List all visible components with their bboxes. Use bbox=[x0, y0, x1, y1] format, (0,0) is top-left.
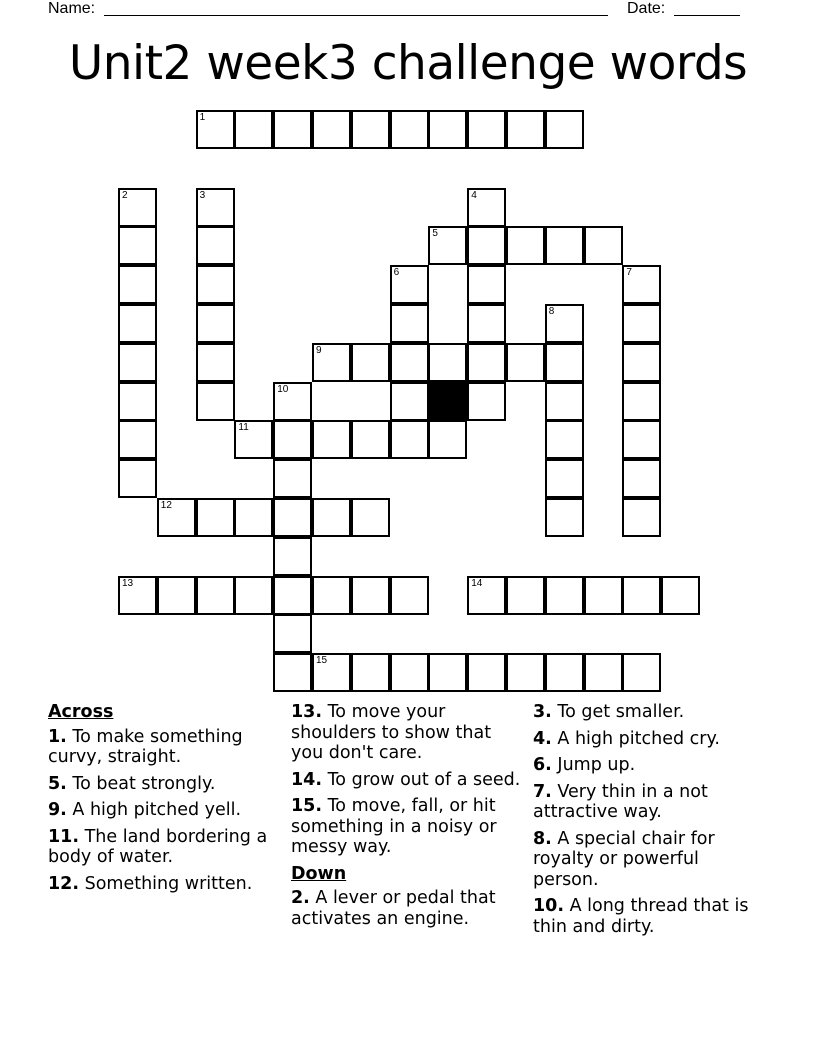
clue-text: A lever or pedal that activates an engine. bbox=[291, 888, 496, 929]
clue-across-1 bbox=[48, 727, 284, 768]
grid-cell[interactable] bbox=[584, 576, 623, 615]
grid-cell[interactable] bbox=[390, 110, 429, 149]
clue-text: To beat strongly. bbox=[72, 773, 216, 794]
clue-number: 9. bbox=[48, 800, 67, 820]
grid-cell[interactable] bbox=[234, 576, 273, 615]
grid-cell[interactable] bbox=[545, 343, 584, 382]
clue-text: A high pitched cry. bbox=[557, 728, 720, 749]
clue-down-7 bbox=[533, 782, 769, 823]
grid-cell[interactable] bbox=[622, 265, 661, 304]
grid-cell[interactable] bbox=[118, 304, 157, 343]
grid-cell[interactable] bbox=[351, 420, 390, 459]
clue-number-label: 7 bbox=[626, 267, 632, 279]
grid-cell[interactable] bbox=[467, 576, 506, 615]
clue-number-label: 5 bbox=[432, 228, 438, 240]
clue-across-5 bbox=[48, 774, 284, 795]
grid-cell[interactable] bbox=[506, 110, 545, 149]
clue-number: 12. bbox=[48, 873, 80, 894]
grid-cell[interactable] bbox=[196, 188, 235, 227]
grid-cell[interactable] bbox=[312, 576, 351, 615]
clue-down-10 bbox=[533, 896, 769, 937]
grid-cell[interactable] bbox=[234, 420, 273, 459]
grid-cell[interactable] bbox=[467, 110, 506, 149]
grid-cell[interactable] bbox=[467, 265, 506, 304]
grid-cell[interactable] bbox=[545, 304, 584, 343]
clue-down-3 bbox=[533, 702, 769, 723]
clue-across-9 bbox=[48, 800, 284, 821]
grid-cell[interactable] bbox=[428, 110, 467, 149]
grid-cell[interactable] bbox=[506, 653, 545, 692]
clue-text: To grow out of a seed. bbox=[327, 769, 521, 790]
grid-cell[interactable] bbox=[584, 653, 623, 692]
grid-cell[interactable] bbox=[157, 498, 196, 537]
grid-cell[interactable] bbox=[390, 304, 429, 343]
clue-down-8 bbox=[533, 829, 769, 891]
grid-cell[interactable] bbox=[428, 226, 467, 265]
grid-cell[interactable] bbox=[351, 653, 390, 692]
grid-cell[interactable] bbox=[273, 110, 312, 149]
clue-number-label: 1 bbox=[199, 112, 206, 123]
clue-number-label: 15 bbox=[316, 655, 328, 667]
grid-cell[interactable] bbox=[390, 343, 429, 382]
clue-number: 5. bbox=[48, 773, 67, 794]
grid-cell[interactable] bbox=[273, 420, 312, 459]
grid-cell[interactable] bbox=[196, 576, 235, 615]
clue-number: 13. bbox=[291, 702, 323, 722]
grid-cell[interactable] bbox=[234, 498, 273, 537]
clue-number: 7. bbox=[533, 781, 552, 802]
clue-number-label: 2 bbox=[122, 189, 128, 201]
grid-cell[interactable] bbox=[506, 226, 545, 265]
grid-cell[interactable] bbox=[196, 343, 235, 382]
grid-cell[interactable] bbox=[196, 226, 235, 265]
grid-cell[interactable] bbox=[351, 576, 390, 615]
grid-cell[interactable] bbox=[545, 653, 584, 692]
clue-text: To move your shoulders to show that you don't care. bbox=[291, 702, 492, 763]
clue-number: 2. bbox=[291, 888, 310, 908]
clue-number-label: 3 bbox=[199, 189, 206, 201]
grid-cell[interactable] bbox=[467, 226, 506, 265]
grid-cell[interactable] bbox=[622, 498, 661, 537]
clue-number-label: 6 bbox=[393, 267, 400, 279]
grid-cell[interactable] bbox=[351, 110, 390, 149]
clues-column-3 bbox=[533, 702, 769, 943]
grid-cell[interactable] bbox=[196, 265, 235, 304]
grid-cell[interactable] bbox=[622, 420, 661, 459]
clue-number: 10. bbox=[533, 896, 565, 916]
grid-cell[interactable] bbox=[118, 188, 157, 227]
grid-cell[interactable] bbox=[622, 653, 661, 692]
grid-cell[interactable] bbox=[390, 653, 429, 692]
grid-cell[interactable] bbox=[390, 265, 429, 304]
grid-cell[interactable] bbox=[196, 110, 235, 149]
clue-number: 11. bbox=[48, 826, 80, 847]
grid-cell[interactable] bbox=[390, 420, 429, 459]
grid-cell[interactable] bbox=[273, 653, 312, 692]
grid-cell[interactable] bbox=[273, 537, 312, 576]
grid-cell[interactable] bbox=[273, 576, 312, 615]
grid-cell[interactable] bbox=[351, 498, 390, 537]
grid-cell[interactable] bbox=[467, 304, 506, 343]
clues-column-2 bbox=[291, 702, 527, 935]
page-title: Unit2 week3 challenge words bbox=[68, 36, 748, 91]
grid-cell[interactable] bbox=[118, 459, 157, 498]
grid-cell[interactable] bbox=[661, 576, 700, 615]
grid-cell[interactable] bbox=[273, 498, 312, 537]
clue-text: Very thin in a not attractive way. bbox=[533, 781, 708, 822]
clue-text: To get smaller. bbox=[557, 702, 685, 722]
clue-number-label: 12 bbox=[160, 500, 172, 511]
clue-text: Jump up. bbox=[557, 755, 636, 775]
clue-number: 8. bbox=[533, 828, 552, 849]
clue-text: To move, fall, or hit something in a noisy or messy way. bbox=[291, 796, 497, 857]
clue-down-6 bbox=[533, 755, 769, 776]
clue-number: 14. bbox=[291, 769, 323, 790]
grid-cell[interactable] bbox=[428, 653, 467, 692]
date-label: Date: bbox=[627, 0, 666, 17]
grid-cell[interactable] bbox=[118, 420, 157, 459]
grid-cell[interactable] bbox=[312, 498, 351, 537]
clue-across-14 bbox=[291, 770, 527, 791]
grid-cell[interactable] bbox=[312, 110, 351, 149]
grid-cell[interactable] bbox=[157, 576, 196, 615]
grid-cell[interactable] bbox=[545, 226, 584, 265]
grid-cell[interactable] bbox=[506, 576, 545, 615]
grid-cell[interactable] bbox=[118, 576, 157, 615]
clue-number-label: 10 bbox=[277, 383, 289, 395]
grid-cell[interactable] bbox=[428, 343, 467, 382]
grid-cell[interactable] bbox=[545, 498, 584, 537]
grid-cell[interactable] bbox=[467, 653, 506, 692]
clue-text: A special chair for royalty or powerful person. bbox=[533, 828, 715, 890]
clue-down-2 bbox=[291, 888, 527, 929]
clue-number-label: 11 bbox=[238, 422, 249, 434]
grid-cell[interactable] bbox=[312, 343, 351, 382]
black-cell bbox=[428, 382, 467, 421]
grid-cell[interactable] bbox=[196, 498, 235, 537]
grid-cell[interactable] bbox=[506, 343, 545, 382]
grid-cell[interactable] bbox=[273, 614, 312, 653]
grid-cell[interactable] bbox=[467, 188, 506, 227]
down-heading: Down bbox=[291, 863, 347, 884]
clue-across-15 bbox=[291, 796, 527, 858]
clue-across-11 bbox=[48, 827, 284, 868]
grid-cell[interactable] bbox=[196, 304, 235, 343]
clue-number-label: 8 bbox=[548, 306, 555, 317]
clue-number: 4. bbox=[533, 728, 552, 749]
grid-cell[interactable] bbox=[622, 343, 661, 382]
grid-cell[interactable] bbox=[273, 459, 312, 498]
grid-cell[interactable] bbox=[545, 459, 584, 498]
clue-number-label: 13 bbox=[122, 577, 134, 589]
grid-cell[interactable] bbox=[622, 304, 661, 343]
clue-text: A long thread that is thin and dirty. bbox=[533, 896, 749, 937]
grid-cell[interactable] bbox=[390, 576, 429, 615]
across-heading: Across bbox=[48, 702, 114, 722]
grid-cell[interactable] bbox=[273, 382, 312, 421]
grid-cell[interactable] bbox=[234, 110, 273, 149]
clue-number-label: 4 bbox=[471, 189, 477, 201]
clue-across-12 bbox=[48, 874, 284, 895]
clue-number: 1. bbox=[48, 726, 67, 747]
grid-cell[interactable] bbox=[622, 382, 661, 421]
grid-cell[interactable] bbox=[622, 459, 661, 498]
name-label: Name: bbox=[48, 0, 96, 17]
clue-number-label: 9 bbox=[316, 344, 322, 356]
grid-cell[interactable] bbox=[118, 265, 157, 304]
clue-text: A high pitched yell. bbox=[72, 800, 242, 820]
grid-cell[interactable] bbox=[390, 382, 429, 421]
clue-text: To make something curvy, straight. bbox=[48, 726, 243, 767]
grid-cell[interactable] bbox=[467, 382, 506, 421]
clue-text: Something written. bbox=[84, 873, 253, 894]
clues-column-1 bbox=[48, 702, 284, 900]
grid-cell[interactable] bbox=[545, 576, 584, 615]
grid-cell[interactable] bbox=[196, 382, 235, 421]
clue-number: 6. bbox=[533, 755, 552, 775]
grid-cell[interactable] bbox=[584, 226, 623, 265]
clue-text: The land bordering a body of water. bbox=[48, 826, 268, 867]
grid-cell[interactable] bbox=[312, 420, 351, 459]
grid-cell[interactable] bbox=[622, 576, 661, 615]
grid-cell[interactable] bbox=[118, 226, 157, 265]
clue-number: 3. bbox=[533, 702, 552, 722]
grid-cell[interactable] bbox=[118, 382, 157, 421]
grid-cell[interactable] bbox=[351, 343, 390, 382]
clue-number: 15. bbox=[291, 796, 323, 816]
grid-cell[interactable] bbox=[428, 420, 467, 459]
grid-cell[interactable] bbox=[467, 343, 506, 382]
clue-down-4 bbox=[533, 729, 769, 750]
clue-across-13 bbox=[291, 702, 527, 764]
grid-cell[interactable] bbox=[545, 110, 584, 149]
grid-cell[interactable] bbox=[312, 653, 351, 692]
grid-cell[interactable] bbox=[545, 420, 584, 459]
grid-cell[interactable] bbox=[118, 343, 157, 382]
grid-cell[interactable] bbox=[545, 382, 584, 421]
clue-number-label: 14 bbox=[471, 577, 483, 589]
